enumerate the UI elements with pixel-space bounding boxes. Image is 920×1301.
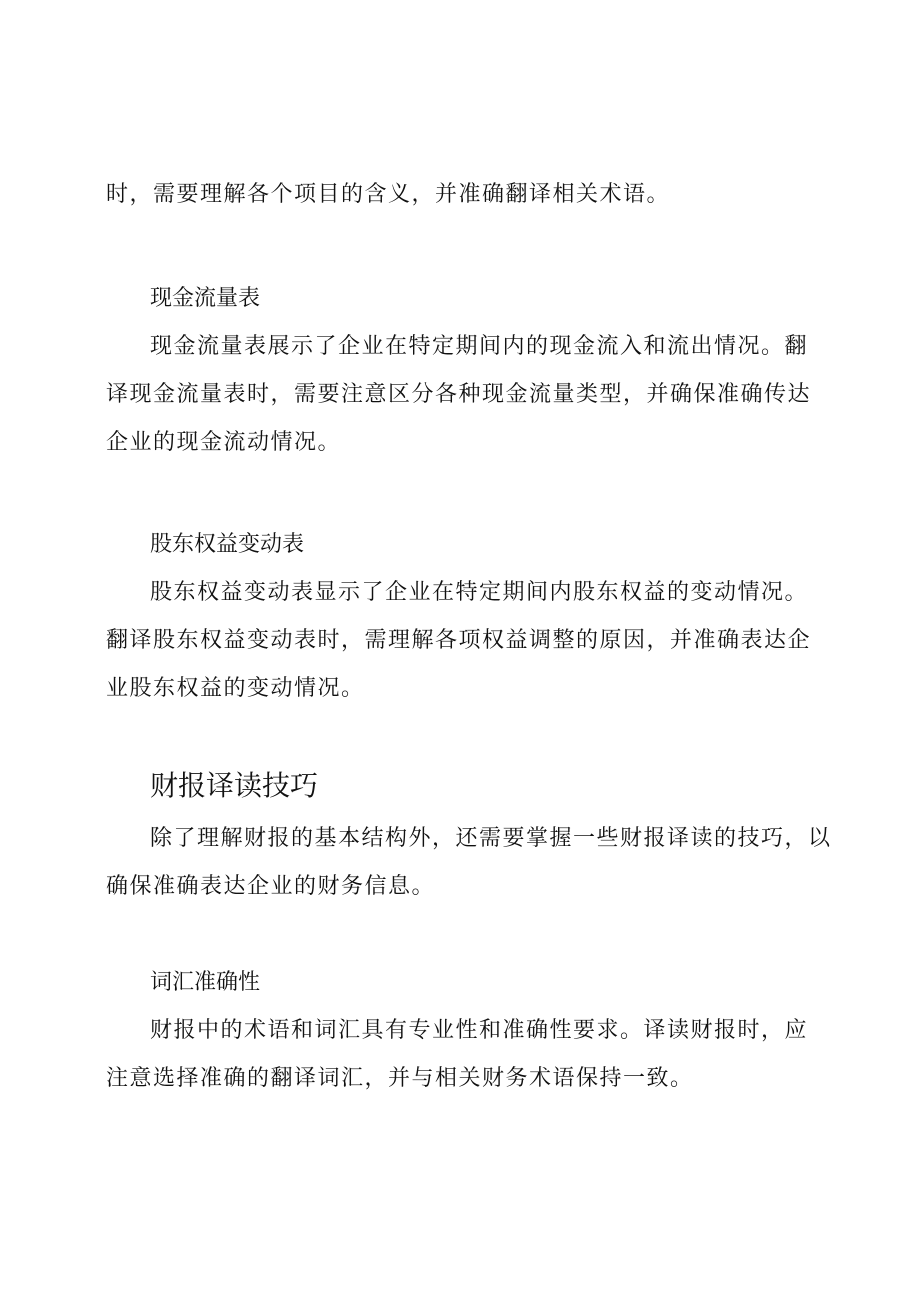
paragraph-line: 确保准确表达企业的财务信息。 (106, 874, 436, 899)
subsection-heading: 词汇准确性 (150, 970, 261, 995)
paragraph-line: 现金流量表展示了企业在特定期间内的现金流入和流出情况。翻 (150, 334, 809, 359)
section-heading-cash-flow: 现金流量表 (150, 286, 261, 311)
paragraph-line: 除了理解财报的基本结构外，还需要掌握一些财报译读的技巧，以 (150, 826, 832, 851)
paragraph-line: 财报中的术语和词汇具有专业性和准确性要求。译读财报时，应 (150, 1018, 809, 1043)
paragraph-line: 企业的现金流动情况。 (106, 430, 342, 455)
paragraph-line: 翻译股东权益变动表时，需理解各项权益调整的原因，并准确表达企 (106, 628, 812, 653)
paragraph-line: 注意选择准确的翻译词汇，并与相关财务术语保持一致。 (106, 1066, 694, 1091)
paragraph-line: 译现金流量表时，需要注意区分各种现金流量类型，并确保准确传达 (106, 382, 812, 407)
section-heading-equity: 股东权益变动表 (150, 532, 305, 557)
paragraph-line: 业股东权益的变动情况。 (106, 676, 365, 701)
paragraph-line: 股东权益变动表显示了企业在特定期间内股东权益的变动情况。 (150, 580, 809, 605)
intro-line: 时，需要理解各个项目的含义，并准确翻译相关术语。 (106, 182, 671, 207)
major-section-heading: 财报译读技巧 (150, 769, 319, 802)
